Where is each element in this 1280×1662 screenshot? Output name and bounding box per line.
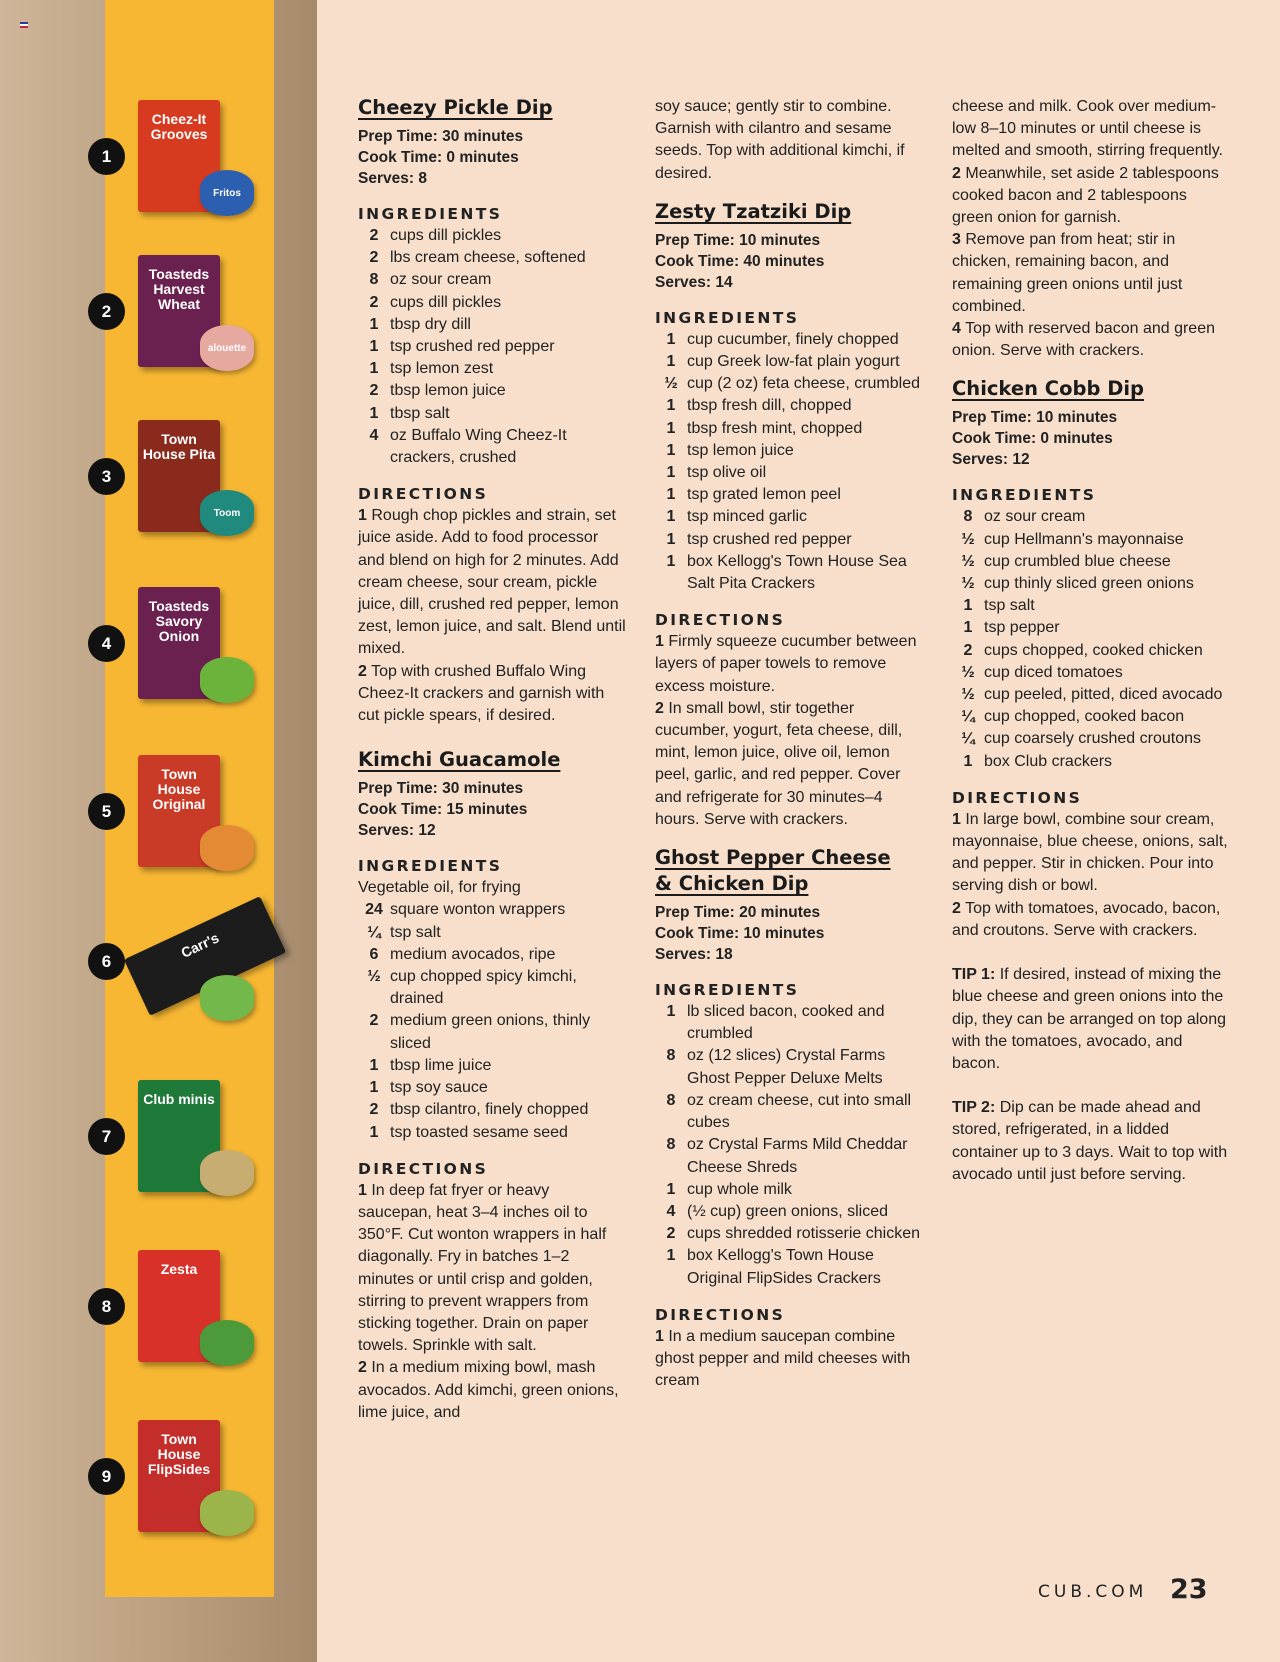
ingredient-text: (½ cup) green onions, sliced (687, 1202, 888, 1220)
product-number-badge: 3 (88, 458, 125, 495)
step-text: Rough chop pickles and strain, set juice aside. Add to food processor and blend on high for 2 minutes. Add cream cheese, sour cream, pickle juice, dill, crushed red pepper, lemon zest, lemon juice, and salt. Blend until mixed. (358, 507, 626, 658)
ingredient-text: tbsp cilantro, finely chopped (390, 1101, 589, 1119)
ingredient-text: cup thinly sliced green onions (984, 575, 1194, 593)
ingredient-quantity: ¼ (961, 730, 975, 748)
ingredient-row (655, 1134, 925, 1178)
ingredient-quantity: 1 (666, 486, 676, 504)
ingredients-heading: INGREDIENTS (358, 857, 503, 876)
ingredient-quantity: 2 (369, 1101, 379, 1119)
ingredient-row (358, 425, 626, 469)
ingredient-row (952, 595, 1232, 617)
product-number-badge: 2 (88, 293, 125, 330)
ingredient-text: cup diced tomatoes (984, 663, 1123, 681)
ingredient-row (358, 314, 626, 336)
ingredient-quantity: 8 (666, 1091, 676, 1109)
ingredient-text: cup cucumber, finely chopped (687, 330, 899, 348)
ingredient-text: cup Hellmann's mayonnaise (984, 530, 1184, 548)
ingredient-text: tbsp salt (390, 404, 450, 422)
footer-site[interactable]: CUB.COM (1038, 1582, 1148, 1602)
directions-list (655, 1326, 925, 1393)
ingredient-text: tbsp lemon juice (390, 382, 506, 400)
ingredient-text: oz Crystal Farms Mild Cheddar Cheese Shreds (687, 1136, 908, 1176)
ingredient-text: tsp salt (984, 597, 1035, 615)
ingredient-list (358, 899, 626, 1143)
direction-step (655, 698, 925, 831)
ingredient-text: lbs cream cheese, softened (390, 249, 586, 267)
recipe-ghost-pepper-dip (655, 845, 925, 1392)
ingredient-quantity: ½ (961, 686, 975, 704)
ingredient-text: tsp minced garlic (687, 508, 808, 526)
ingredient-quantity: ½ (961, 530, 975, 548)
ingredient-text: tbsp dry dill (390, 315, 471, 333)
ingredient-row (358, 966, 626, 1010)
dip-brand: Toom (213, 507, 241, 519)
ingredient-quantity: 1 (666, 419, 676, 437)
ingredient-text: cup crumbled blue cheese (984, 552, 1171, 570)
ingredient-row (358, 899, 626, 921)
direction-step (952, 229, 1232, 318)
ingredient-quantity: 1 (666, 353, 676, 371)
ingredient-text: cup chopped spicy kimchi, drained (390, 968, 577, 1008)
ingredient-quantity: 24 (365, 901, 383, 919)
ingredient-text: oz (12 slices) Crystal Farms Ghost Pepper Deluxe Melts (687, 1047, 886, 1087)
ingredient-row (952, 684, 1232, 706)
direction-step (358, 661, 626, 728)
tip-1-text: If desired, instead of mixing the blue cheese and green onions into the dip, they can be arranged on top along with the tomatoes, avocado, and bacon. (952, 966, 1226, 1072)
ingredient-row (952, 617, 1232, 639)
ingredient-quantity: 1 (963, 619, 973, 637)
ingredient-row (655, 1179, 925, 1201)
ingredient-text: cup coarsely crushed croutons (984, 730, 1201, 748)
step-number: 1 (655, 633, 664, 651)
step-text: Firmly squeeze cucumber between layers of paper towels to remove excess moisture. (655, 633, 917, 695)
product-name: Town House Pita (142, 431, 216, 462)
ingredient-text: box Kellogg's Town House Sea Salt Pita Crackers (687, 552, 907, 593)
ingredient-quantity: 4 (666, 1202, 676, 1220)
product-name: Zesta (160, 1261, 198, 1277)
product-name: Toasteds Harvest Wheat (148, 266, 210, 312)
recipe-zesty-tzatziki-dip (655, 199, 925, 831)
ingredient-text: cup whole milk (687, 1180, 792, 1198)
ingredient-text: cup peeled, pitted, diced avocado (984, 686, 1223, 704)
step-number: 2 (952, 164, 961, 182)
step-number: 2 (358, 662, 367, 680)
direction-step (952, 809, 1232, 898)
ingredient-row (952, 573, 1232, 595)
direction-step (358, 1180, 626, 1358)
direction-step (358, 1357, 626, 1424)
dip-container (200, 975, 254, 1021)
ingredient-row (952, 640, 1232, 662)
tip-1 (952, 964, 1232, 1075)
step-text: Top with reserved bacon and green onion. Serve with crackers. (952, 320, 1215, 360)
ingredient-list (952, 506, 1232, 772)
step-number: 1 (358, 1181, 367, 1199)
ingredient-quantity: 2 (963, 641, 973, 659)
cook-time: Cook Time: 40 minutes (655, 252, 825, 270)
ingredient-row (358, 1099, 626, 1121)
step-text: In a medium mixing bowl, mash avocados. Add kimchi, green onions, lime juice, and (358, 1359, 619, 1421)
ingredient-quantity: 2 (369, 382, 379, 400)
direction-step (952, 163, 1232, 230)
tip-2 (952, 1097, 1232, 1186)
cook-time: Cook Time: 10 minutes (655, 925, 825, 943)
ingredient-row (358, 292, 626, 314)
ingredient-row (952, 662, 1232, 684)
step-number: 1 (358, 507, 367, 525)
recipe-chicken-cobb-dip (952, 376, 1232, 1185)
ingredient-row (952, 706, 1232, 728)
recipe-title: Ghost Pepper Cheese & Chicken Dip (655, 846, 891, 896)
ghost-directions-continued: cheese and milk. Cook over medium-low 8–10 minutes or until cheese is melted and smooth, stirring frequently. (952, 98, 1223, 160)
ingredient-row (952, 529, 1232, 551)
recipe-title: Zesty Tzatziki Dip (655, 199, 852, 223)
ingredient-text: cups dill pickles (390, 227, 502, 244)
directions-heading: DIRECTIONS (655, 611, 786, 630)
ingredient-row (655, 1245, 925, 1289)
ingredient-row (358, 1055, 626, 1077)
ingredient-row (952, 728, 1232, 750)
ingredient-quantity: 1 (369, 1123, 379, 1141)
ingredient-quantity: ½ (367, 968, 381, 986)
ingredient-row (655, 1090, 925, 1134)
ingredient-row (655, 484, 925, 506)
ingredient-row (358, 358, 626, 380)
ingredient-row (952, 506, 1232, 528)
directions-list (655, 631, 925, 831)
ingredient-row (358, 247, 626, 269)
ingredient-text: tsp lemon zest (390, 360, 494, 378)
step-text: Remove pan from heat; stir in chicken, remaining bacon, and remaining green onions until just combined. (952, 231, 1183, 315)
step-number: 4 (952, 320, 961, 338)
ingredient-text: tsp grated lemon peel (687, 486, 841, 504)
ingredient-row (358, 225, 626, 247)
step-text: In a medium saucepan combine ghost pepper and mild cheeses with cream (655, 1327, 911, 1390)
ingredient-text: cups shredded rotisserie chicken (687, 1225, 921, 1243)
ingredient-text: cup (2 oz) feta cheese, crumbled (687, 375, 921, 393)
step-number: 1 (655, 1327, 664, 1345)
product-name: Carr's (178, 929, 222, 961)
serves: Serves: 18 (655, 946, 733, 964)
product-number-badge: 1 (88, 138, 125, 175)
ingredient-quantity: 1 (369, 315, 379, 333)
recipe-kimchi-guacamole (358, 747, 626, 1424)
ingredient-text: tsp lemon juice (687, 441, 794, 459)
product-number-badge: 4 (88, 625, 125, 662)
dip-brand: alouette (207, 342, 247, 354)
serves: Serves: 14 (655, 273, 733, 291)
ingredient-quantity: 1 (666, 1247, 676, 1265)
tip-1-label: TIP 1: (952, 966, 996, 984)
ingredient-quantity: 1 (666, 508, 676, 526)
ingredient-row (358, 380, 626, 402)
direction-step (358, 505, 626, 660)
step-number: 2 (655, 699, 664, 717)
recipe-title: Cheezy Pickle Dip (358, 96, 553, 119)
ingredient-row (655, 1045, 925, 1089)
ingredient-quantity: 2 (369, 293, 379, 311)
product-name: Club minis (143, 1091, 215, 1107)
ingredient-quantity: 1 (369, 1079, 379, 1097)
ingredient-row (358, 1077, 626, 1099)
page-number: 23 (1170, 1574, 1208, 1605)
directions-heading: DIRECTIONS (952, 788, 1083, 807)
ingredient-row (655, 1201, 925, 1223)
prep-time: Prep Time: 30 minutes (358, 128, 524, 145)
step-text: In large bowl, combine sour cream, mayonnaise, blue cheese, onions, salt, and pepper. Stir in chicken. Pour into serving dish or bowl. (952, 810, 1228, 895)
direction-step (655, 631, 925, 698)
ingredient-quantity: 2 (666, 1225, 676, 1243)
serves: Serves: 12 (952, 451, 1030, 469)
product-strip (0, 0, 317, 1662)
dip-container (200, 170, 254, 216)
product-name: Cheez-It Grooves (150, 111, 208, 142)
ingredient-quantity: 8 (369, 271, 379, 289)
ingredient-list (655, 329, 925, 595)
ingredient-quantity: 2 (369, 249, 379, 267)
ingredient-quantity: 1 (369, 338, 379, 356)
dip-container (200, 657, 254, 703)
product-number-badge: 7 (88, 1118, 125, 1155)
ingredient-text: tsp salt (390, 923, 441, 941)
cook-time: Cook Time: 0 minutes (358, 149, 519, 166)
ingredient-text: tsp soy sauce (390, 1079, 488, 1097)
kimchi-directions-continued: soy sauce; gently stir to combine. Garnish with cilantro and sesame seeds. Top with additional kimchi, if desired. (655, 98, 905, 182)
ingredient-row (655, 395, 925, 417)
ingredient-text: lb sliced bacon, cooked and crumbled (687, 1003, 885, 1043)
ingredient-text: medium avocados, ripe (390, 945, 556, 963)
ingredient-row (655, 329, 925, 351)
ingredient-quantity: 2 (369, 227, 379, 244)
dip-container (200, 1320, 254, 1366)
ghost-directions-continued-list (952, 163, 1232, 363)
ingredient-row (655, 440, 925, 462)
product-name: Town House FlipSides (147, 1431, 211, 1477)
ingredient-quantity: 1 (666, 330, 676, 348)
ingredient-quantity: 1 (963, 597, 973, 615)
recipe-title: Kimchi Guacamole (358, 748, 561, 772)
ingredient-quantity: 4 (369, 426, 379, 444)
ingredient-row (655, 1001, 925, 1045)
ingredient-quantity: ½ (664, 375, 678, 393)
dip-brand: Fritos (213, 187, 241, 199)
ingredient-row (655, 373, 925, 395)
tip-2-text: Dip can be made ahead and stored, refrigerated, in a lidded container up to 3 days. Wait to top with avocado until just before serving. (952, 1099, 1228, 1183)
directions-heading: DIRECTIONS (358, 1159, 489, 1178)
dip-container (200, 1150, 254, 1196)
ingredient-row (358, 944, 626, 966)
ingredient-text: oz sour cream (390, 271, 492, 289)
ingredient-quantity: 1 (369, 360, 379, 378)
ingredient-text: tsp crushed red pepper (687, 530, 852, 548)
recipe-title: Chicken Cobb Dip (952, 377, 1145, 401)
serves: Serves: 8 (358, 170, 427, 187)
direction-step (952, 318, 1232, 362)
ingredient-quantity: 1 (666, 1003, 676, 1021)
ingredient-text: box Kellogg's Town House Original FlipSides Crackers (687, 1247, 881, 1287)
ingredient-quantity: 1 (666, 1180, 676, 1198)
ingredient-text: oz Buffalo Wing Cheez-It crackers, crushed (390, 426, 567, 467)
ingredients-heading: INGREDIENTS (655, 981, 800, 1000)
ingredient-text: cups chopped, cooked chicken (984, 641, 1203, 659)
directions-heading: DIRECTIONS (655, 1305, 786, 1324)
ingredient-quantity: 8 (963, 508, 973, 526)
ingredients-heading: INGREDIENTS (358, 205, 503, 223)
ingredient-quantity: ¼ (367, 923, 381, 941)
step-text: Top with crushed Buffalo Wing Cheez-It crackers and garnish with cut pickle spears, if desired. (358, 662, 605, 725)
ingredient-text: tsp crushed red pepper (390, 338, 555, 356)
column-2 (655, 96, 925, 1392)
ingredient-quantity: 1 (666, 530, 676, 548)
ingredient-row (358, 1122, 626, 1144)
step-text: Top with tomatoes, avocado, bacon, and croutons. Serve with crackers. (952, 899, 1221, 939)
prep-time: Prep Time: 20 minutes (655, 904, 821, 922)
prep-time: Prep Time: 10 minutes (952, 409, 1118, 427)
dip-container (200, 1490, 254, 1536)
directions-heading: DIRECTIONS (358, 485, 489, 504)
ingredient-quantity: 8 (666, 1136, 676, 1154)
direction-step (952, 898, 1232, 942)
directions-list (358, 505, 626, 727)
ingredients-heading: INGREDIENTS (952, 486, 1097, 505)
ingredient-text: cup Greek low-fat plain yogurt (687, 353, 900, 371)
ingredient-intro: Vegetable oil, for frying (358, 879, 521, 897)
product-name: Toasteds Savory Onion (148, 598, 210, 644)
product-number-badge: 9 (88, 1458, 125, 1495)
dip-container (200, 490, 254, 536)
ingredient-row (358, 403, 626, 425)
ingredient-text: tsp pepper (984, 619, 1060, 637)
ingredient-row (655, 462, 925, 484)
ingredient-quantity: 1 (666, 464, 676, 482)
ingredient-text: oz cream cheese, cut into small cubes (687, 1091, 912, 1132)
serves: Serves: 12 (358, 822, 436, 840)
ingredient-text: box Club crackers (984, 752, 1113, 770)
ingredient-text: medium green onions, thinly sliced (390, 1012, 591, 1052)
column-3 (952, 96, 1232, 1186)
product-number-badge: 8 (88, 1288, 125, 1325)
ingredient-text: cups dill pickles (390, 293, 502, 311)
ingredient-quantity: 1 (666, 397, 676, 415)
ingredient-quantity: ½ (961, 552, 975, 570)
ingredient-row (358, 1010, 626, 1054)
ingredient-row (358, 336, 626, 358)
ingredient-row (655, 418, 925, 440)
step-text: In small bowl, stir together cucumber, yogurt, feta cheese, dill, mint, lemon juice, olive oil, lemon peel, garlic, and red pepper. Cover and refrigerate for 30 minutes–4 hours. Serve with crackers. (655, 699, 903, 828)
ingredient-row (952, 751, 1232, 773)
ingredient-row (655, 506, 925, 528)
ingredient-text: tbsp fresh mint, chopped (687, 419, 863, 437)
ingredient-quantity: 1 (369, 404, 379, 422)
ingredient-text: square wonton wrappers (390, 901, 566, 919)
ingredient-text: oz sour cream (984, 508, 1086, 526)
ingredient-list (358, 225, 626, 469)
tip-2-label: TIP 2: (952, 1099, 996, 1117)
step-number: 2 (358, 1359, 367, 1377)
step-text: Meanwhile, set aside 2 tablespoons cooked bacon and 2 tablespoons green onion for garnish. (952, 164, 1219, 227)
step-number: 3 (952, 231, 961, 249)
ingredient-quantity: ½ (961, 575, 975, 593)
recipe-cheezy-pickle-dip (358, 95, 626, 727)
product-number-badge: 5 (88, 793, 125, 830)
flag-icon (20, 22, 28, 28)
directions-list (952, 809, 1232, 942)
dip-container (200, 325, 254, 371)
ingredient-quantity: ½ (961, 663, 975, 681)
ingredient-text: tsp toasted sesame seed (390, 1123, 568, 1141)
direction-step (655, 1326, 925, 1393)
ingredient-row (358, 269, 626, 291)
product-name: Town House Original (152, 766, 206, 812)
dip-container (200, 825, 254, 871)
ingredient-list (655, 1001, 925, 1290)
column-1 (358, 95, 626, 1424)
ingredient-quantity: 1 (666, 441, 676, 459)
directions-list (358, 1180, 626, 1424)
ingredient-quantity: 1 (666, 552, 676, 570)
ingredient-row (952, 551, 1232, 573)
ingredient-quantity: 1 (369, 1056, 379, 1074)
ingredient-quantity: 1 (963, 752, 973, 770)
step-number: 1 (952, 810, 961, 828)
ingredient-row (655, 551, 925, 595)
prep-time: Prep Time: 10 minutes (655, 231, 821, 249)
ingredient-row (655, 351, 925, 373)
ingredients-heading: INGREDIENTS (655, 308, 800, 327)
ingredient-quantity: ¼ (961, 708, 975, 726)
prep-time: Prep Time: 30 minutes (358, 780, 524, 798)
ingredient-quantity: 6 (369, 945, 379, 963)
ingredient-text: tbsp fresh dill, chopped (687, 397, 852, 415)
ingredient-row (655, 1223, 925, 1245)
step-number: 2 (952, 899, 961, 917)
cook-time: Cook Time: 15 minutes (358, 801, 528, 819)
ingredient-quantity: 2 (369, 1012, 379, 1030)
ingredient-quantity: 8 (666, 1047, 676, 1065)
step-text: In deep fat fryer or heavy saucepan, heat 3–4 inches oil to 350°F. Cut wonton wrappers in half diagonally. Fry in batches 1–2 minutes or until crisp and golden, stirring to prevent wrappers from sticking together. Drain on paper towels. Sprinkle with salt. (358, 1181, 607, 1355)
ingredient-text: cup chopped, cooked bacon (984, 708, 1185, 726)
ingredient-text: tbsp lime juice (390, 1056, 492, 1074)
ingredient-row (358, 922, 626, 944)
ingredient-row (655, 529, 925, 551)
product-number-badge: 6 (88, 943, 125, 980)
cook-time: Cook Time: 0 minutes (952, 430, 1113, 448)
ingredient-text: tsp olive oil (687, 464, 767, 482)
